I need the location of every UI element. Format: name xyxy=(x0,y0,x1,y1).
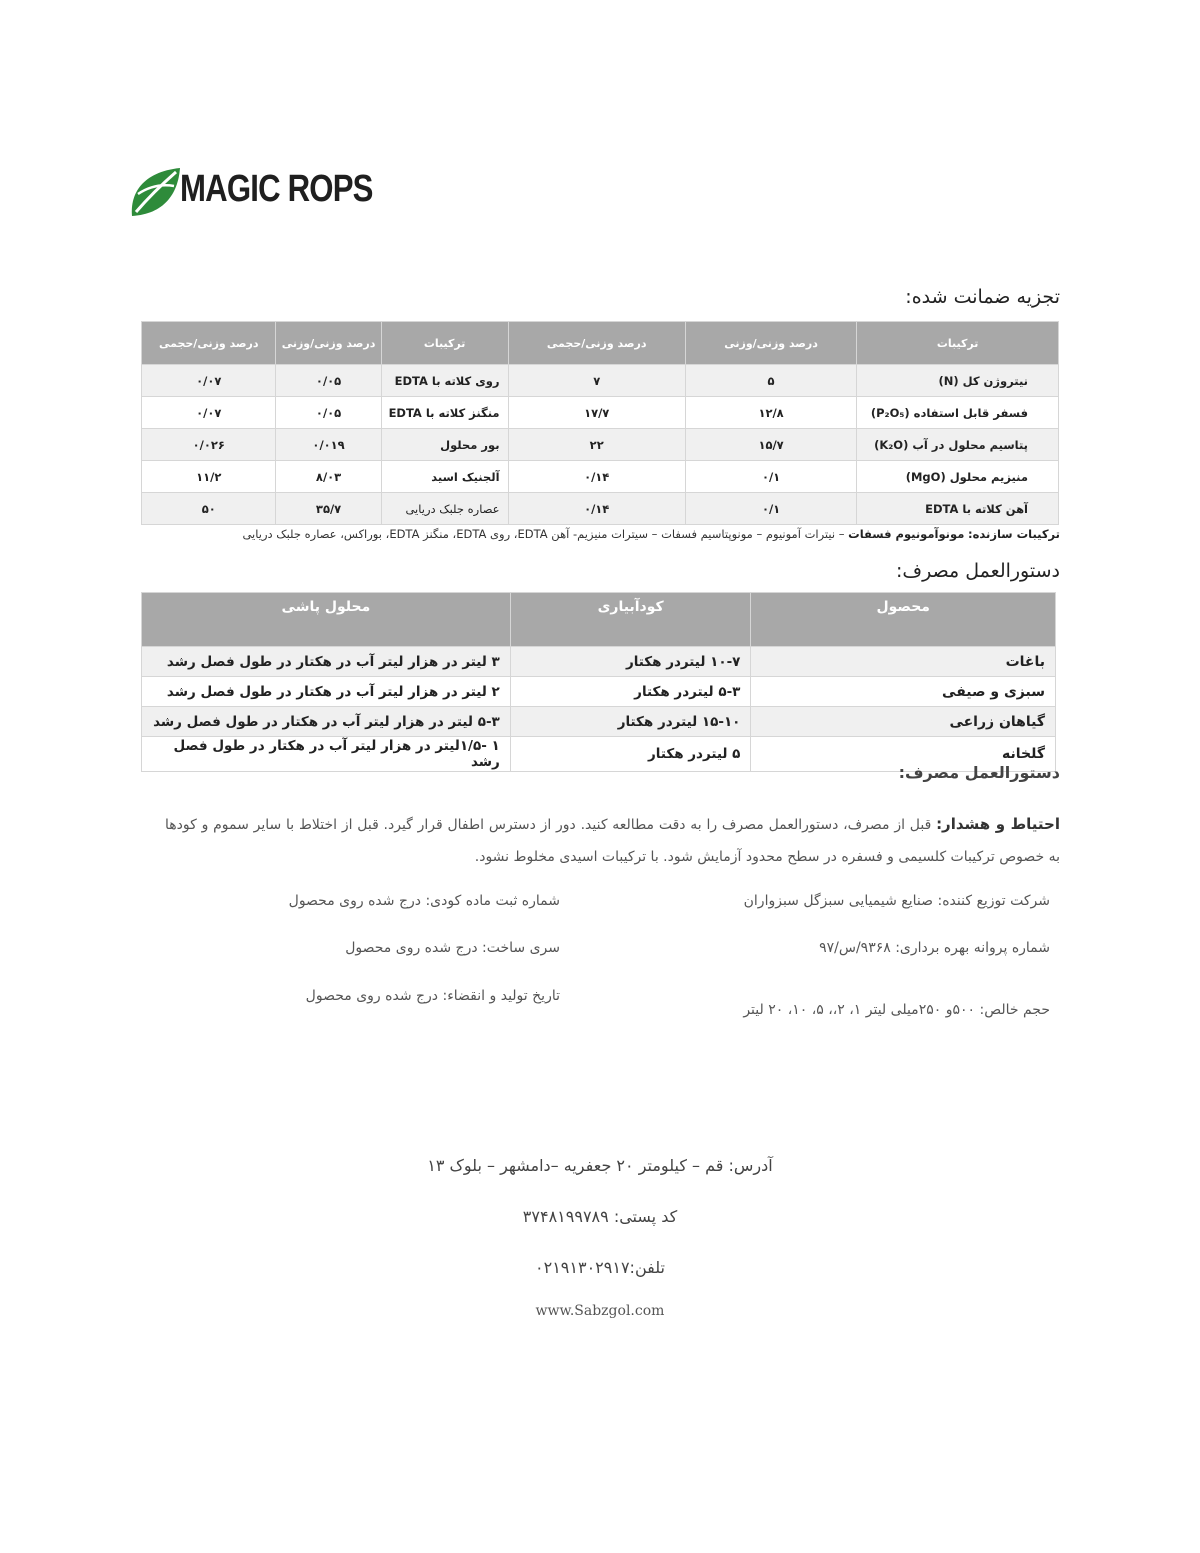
table-row xyxy=(142,461,1059,493)
table-cell: ۱۰-۷ لیتردر هکتار xyxy=(510,647,751,677)
analysis-header-2: درصد وزنی/حجمی xyxy=(508,322,685,365)
composition-line xyxy=(130,527,1060,541)
table-cell: ۱۷/۷ xyxy=(508,397,685,429)
table-cell: روی کلاته با EDTA xyxy=(381,365,508,397)
table-cell: آهن کلاته با EDTA xyxy=(857,493,1059,525)
table-cell: ۰/۰۱۹ xyxy=(276,429,381,461)
table-cell: ۱۵/۷ xyxy=(685,429,856,461)
table-cell: سبزی و صیفی xyxy=(751,677,1056,707)
table-cell: باغات xyxy=(751,647,1056,677)
table-row xyxy=(142,397,1059,429)
table-row xyxy=(142,365,1059,397)
table-cell: آلجنیک اسید xyxy=(381,461,508,493)
table-row xyxy=(142,493,1059,525)
table-cell: پتاسیم محلول در آب (K₂O) xyxy=(857,429,1059,461)
postal-code-line: کد پستی: ۳۷۴۸۱۹۹۷۸۹ xyxy=(522,1207,678,1226)
table-cell: ۰/۱۴ xyxy=(508,493,685,525)
leaf-icon xyxy=(128,164,186,220)
license-info: شماره پروانه بهره برداری: ۹۳۶۸/س/۹۷ xyxy=(819,940,1050,956)
table-row xyxy=(142,647,1056,677)
address-line: آدرس: قم – کیلومتر ۲۰ جعفریه –دامشهر – بلوک ۱۳ xyxy=(427,1156,773,1175)
table-cell: عصاره جلبک دریایی xyxy=(381,493,508,525)
table-cell: ۷ xyxy=(508,365,685,397)
table-cell: ۱۵-۱۰ لیتردر هکتار xyxy=(510,707,751,737)
composition-label: ترکیبات سازنده: xyxy=(967,527,1060,541)
table-cell: ۲ لیتر در هزار لیتر آب در هکتار در طول فصل رشد xyxy=(142,677,511,707)
table-cell: ۲۲ xyxy=(508,429,685,461)
table-cell: ۰/۰۵ xyxy=(276,397,381,429)
usage-table xyxy=(141,592,1056,772)
table-cell: نیتروژن کل (N) xyxy=(857,365,1059,397)
table-cell: ۵۰ xyxy=(142,493,276,525)
table-cell: ۵-۳ لیتر در هزار لیتر آب در هکتار در طول فصل رشد xyxy=(142,707,511,737)
guaranteed-analysis-title: تجزیه ضمانت شده: xyxy=(905,286,1060,308)
analysis-header-3: ترکیبات xyxy=(381,322,508,365)
caution-paragraph xyxy=(165,808,1060,873)
table-cell: گیاهان زراعی xyxy=(751,707,1056,737)
table-cell: ۰/۰۷ xyxy=(142,365,276,397)
table-cell: ۰/۱۴ xyxy=(508,461,685,493)
composition-rest: – نیترات آمونیوم – مونوپتاسیم فسفات – سیترات منیزیم- آهن EDTA، روی EDTA، منگنز EDTA، بوراکس، عصاره جلبک دریایی xyxy=(242,527,849,541)
table-cell: ۳ لیتر در هزار لیتر آب در هکتار در طول فصل رشد xyxy=(142,647,511,677)
composition-bold: مونوآمونیوم فسفات xyxy=(848,527,965,541)
website-link[interactable]: www.Sabzgol.com xyxy=(535,1303,665,1319)
analysis-header-4: درصد وزنی/وزنی xyxy=(276,322,381,365)
table-cell: ۵ xyxy=(685,365,856,397)
dates-info: تاریخ تولید و انقضاء: درج شده روی محصول xyxy=(305,988,560,1004)
usage-header-product: محصول xyxy=(751,593,1056,647)
usage-title-2: دستورالعمل مصرف: xyxy=(898,763,1060,782)
caution-label: احتیاط و هشدار: xyxy=(936,815,1061,833)
table-cell: منگنز کلاته با EDTA xyxy=(381,397,508,429)
company-logo xyxy=(128,162,378,222)
table-cell: ۰/۰۲۶ xyxy=(142,429,276,461)
table-cell: ۸/۰۳ xyxy=(276,461,381,493)
table-cell: ۵ لیتردر هکتار xyxy=(510,737,751,772)
analysis-header-0: ترکیبات xyxy=(857,322,1059,365)
table-cell: ۰/۱ xyxy=(685,493,856,525)
table-cell: ۱۱/۲ xyxy=(142,461,276,493)
table-cell: گلخانه xyxy=(751,737,1056,772)
table-row xyxy=(142,707,1056,737)
usage-title: دستورالعمل مصرف: xyxy=(896,560,1060,582)
distributor-info: شرکت توزیع کننده: صنایع شیمیایی سبزگل سبزواران xyxy=(743,893,1050,909)
logo-text: MAGIC ROPS xyxy=(180,168,373,210)
table-cell: ۰/۰۵ xyxy=(276,365,381,397)
table-cell: فسفر قابل استفاده (P₂O₅) xyxy=(857,397,1059,429)
usage-header-foliar: محلول پاشی xyxy=(142,593,511,647)
table-row xyxy=(142,677,1056,707)
table-cell: بور محلول xyxy=(381,429,508,461)
table-cell: ۰/۱ xyxy=(685,461,856,493)
table-cell: ۰/۰۷ xyxy=(142,397,276,429)
analysis-header-1: درصد وزنی/وزنی xyxy=(685,322,856,365)
table-cell: ۳۵/۷ xyxy=(276,493,381,525)
table-cell: ۵-۳ لیتردر هکتار xyxy=(510,677,751,707)
table-row xyxy=(142,429,1059,461)
phone-line: تلفن:۰۲۱۹۱۳۰۲۹۱۷ xyxy=(535,1258,665,1277)
registration-info: شماره ثبت ماده کودی: درج شده روی محصول xyxy=(288,893,560,909)
batch-info: سری ساخت: درج شده روی محصول xyxy=(345,940,560,956)
table-cell: ۱۲/۸ xyxy=(685,397,856,429)
table-cell: منیزیم محلول (MgO) xyxy=(857,461,1059,493)
analysis-table xyxy=(141,321,1059,525)
analysis-header-5: درصد وزنی/حجمی xyxy=(142,322,276,365)
volume-info: حجم خالص: ۵۰۰و ۲۵۰میلی لیتر ۱، ۲،، ۵، ۱۰، ۲۰ لیتر xyxy=(743,1002,1050,1018)
table-cell: ۱ -۱/۵لیتر در هزار لیتر آب در هکتار در طول فصل رشد xyxy=(142,737,511,772)
caution-text: قبل از مصرف، دستورالعمل مصرف را به دقت مطالعه کنید. دور از دسترس اطفال قرار گیرد. قبل از اختلاط با سایر سموم و کودها به خصوص ترکیبات کلسیمی و فسفره در سطح محدود آزمایش شود. با ترکیبات اسیدی مخلوط نشود. xyxy=(165,817,1060,865)
usage-header-fertigation: کودآبیاری xyxy=(510,593,751,647)
